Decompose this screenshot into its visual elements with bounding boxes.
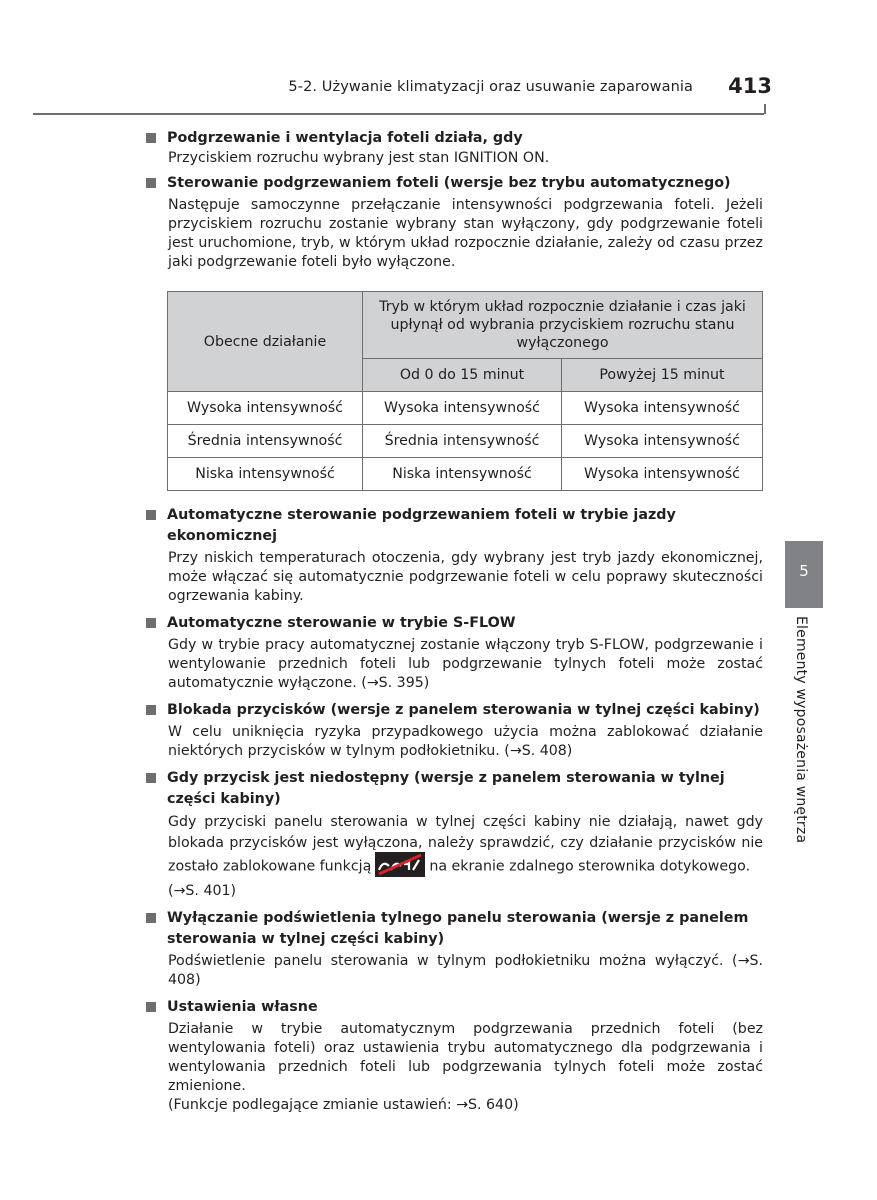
bullet-square-icon [146,133,156,143]
section-body: Gdy przyciski panelu sterowania w tylnej części kabiny nie działają, nawet gdy blokada przycisków jest wyłączona, należy sprawdzić, czy działanie przycisków nie zostało zablokowane funkcją na ekranie zdalnego sterownika dotykowego. (→S. 401) [168,814,763,899]
bullet-square-icon [146,1002,156,1012]
section-body: Podświetlenie panelu sterowania w tylnym podłokietniku można wyłączyć. (→S. 408) [168,953,763,988]
section-body: Przy niskich temperaturach otoczenia, gdy wybrany jest tryb jazdy ekonomicznej, może włączać się automatycznie podgrzewanie foteli w celu poprawy skuteczności ogrzewania kabiny. [168,550,763,604]
bullet-square-icon [146,618,156,628]
table-cell: Wysoka intensywność [562,392,763,425]
rear-panel-lock-icon [375,852,425,877]
header-divider-tick [764,104,766,114]
bullet-square-icon [146,773,156,783]
section-body: Gdy w trybie pracy automatycznej zostanie włączony tryb S-FLOW, podgrzewanie i wentylowanie przednich foteli lub podgrzewanie tylnych foteli może zostać automatycznie wyłączone. (→S. 395) [168,637,763,691]
section-body: W celu uniknięcia ryzyka przypadkowego użycia można zablokować działanie niektórych przycisków w tylnym podłokietniku. (→S. 408) [168,724,763,759]
table-cell: Średnia intensywność [363,425,562,458]
section-heading: Ustawienia własne [145,997,763,1018]
section-heading: Blokada przycisków (wersje z panelem sterowania w tylnej części kabiny) [145,700,763,721]
seat-heating-mode-table [167,291,763,491]
chapter-tab-label: Elementy wyposażenia wnętrza [793,616,809,844]
header-divider [33,113,764,115]
table-row [168,425,763,458]
section-body: Przyciskiem rozruchu wybrany jest stan IGNITION ON. [168,150,550,166]
table-header-current: Obecne działanie [168,292,363,392]
table-header-group: Tryb w którym układ rozpocznie działanie i czas jaki upłynął od wybrania przyciskiem rozruchu stanu wyłączonego [363,292,763,359]
table-row [168,458,763,491]
section-body: Następuje samoczynne przełączanie intensywności podgrzewania foteli. Jeżeli przyciskiem rozruchu zostanie wybrany stan wyłączony, gdy podgrzewanie foteli jest uruchomione, tryb, w którym układ rozpocznie działanie, zależy od czasu przez jaki podgrzewanie foteli było wyłączone. [168,197,763,270]
table-cell: Niska intensywność [363,458,562,491]
bullet-square-icon [146,510,156,520]
chapter-tab-number: 5 [799,562,809,580]
table-cell: Średnia intensywność [168,425,363,458]
bullet-square-icon [146,178,156,188]
chapter-title: 5-2. Używanie klimatyzacji oraz usuwanie zaparowania [288,79,693,95]
bullet-square-icon [146,913,156,923]
section-heading: Sterowanie podgrzewaniem foteli (wersje bez trybu automatycznego) [145,173,763,194]
table-cell: Wysoka intensywność [168,392,363,425]
section-heading: Automatyczne sterowanie w trybie S-FLOW [145,613,763,634]
section-heading: Automatyczne sterowanie podgrzewaniem foteli w trybie jazdy ekonomicznej [145,505,763,547]
section-heading: Podgrzewanie i wentylacja foteli działa, gdy [145,128,763,149]
table-header-over-15: Powyżej 15 minut [562,359,763,392]
table-cell: Niska intensywność [168,458,363,491]
section-heading: Wyłączanie podświetlenia tylnego panelu sterowania (wersje z panelem sterowania w tylnej części kabiny) [145,908,763,950]
table-header-0-15: Od 0 do 15 minut [363,359,562,392]
table-cell: Wysoka intensywność [562,425,763,458]
section-heading: Gdy przycisk jest niedostępny (wersje z panelem sterowania w tylnej części kabiny) [145,768,763,810]
table-cell: Wysoka intensywność [363,392,562,425]
table-row [168,392,763,425]
bullet-square-icon [146,705,156,715]
page-content [145,128,763,1115]
page-number: 413 [728,74,772,98]
section-body: Działanie w trybie automatycznym podgrzewania przednich foteli (bez wentylowania foteli) oraz ustawienia trybu automatycznego dla podgrzewania i wentylowania przednich foteli lub podgrzewania tylnych foteli może zostać zmienione. (Funkcje podlegające zmianie ustawień: →S. 640) [168,1021,763,1113]
table-cell: Wysoka intensywność [562,458,763,491]
page-header [0,70,877,106]
